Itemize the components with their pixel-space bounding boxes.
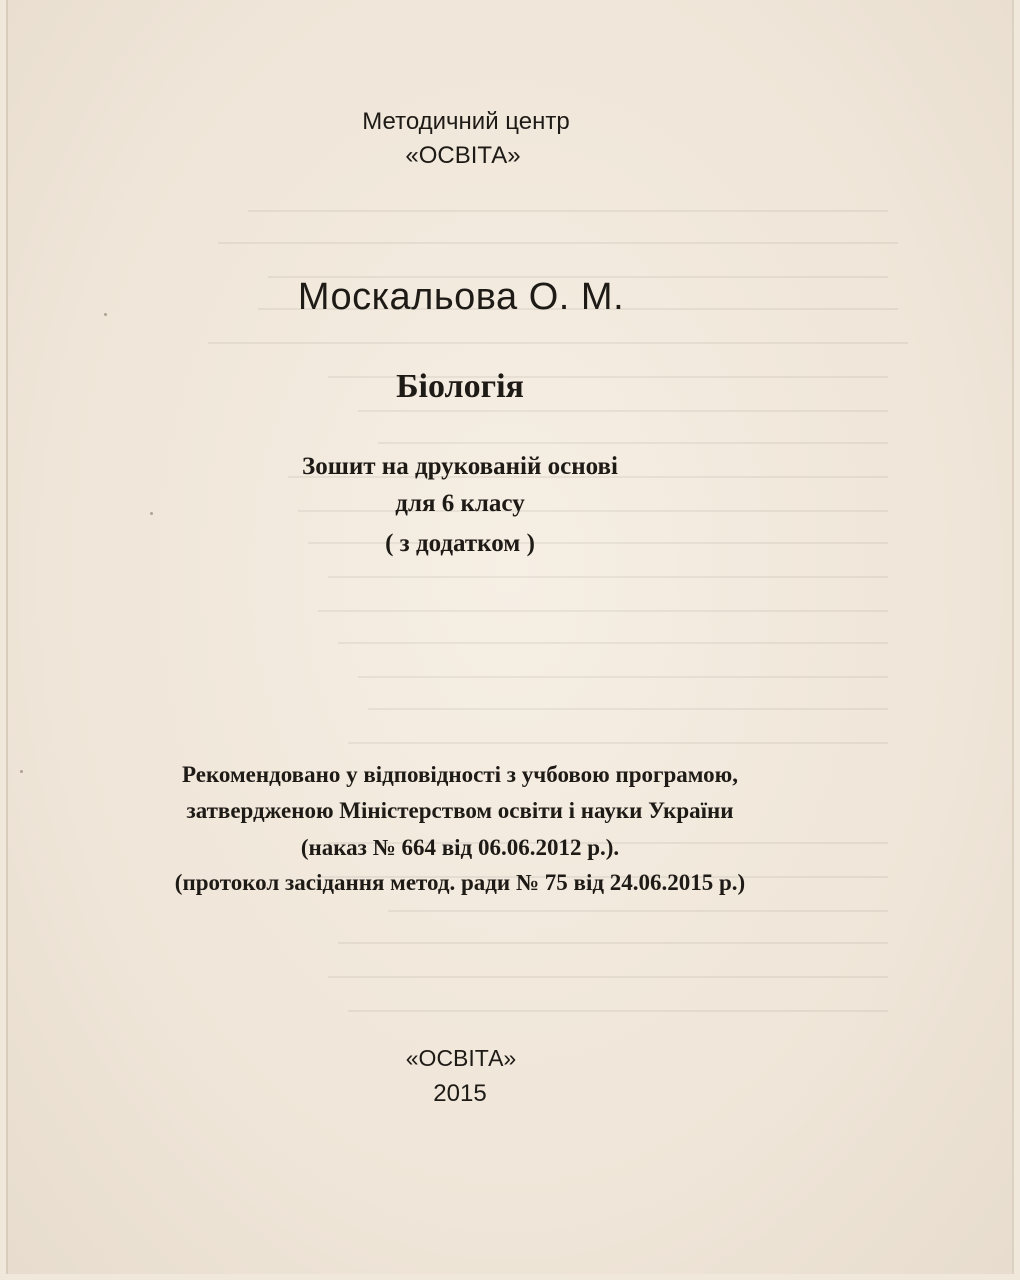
subtitle-line-3: ( з додатком ) xyxy=(385,530,535,557)
imprint-year: 2015 xyxy=(433,1080,487,1107)
title-page xyxy=(6,0,1014,1274)
publisher-name: «ОСВІТА» xyxy=(405,142,521,169)
show-through-background xyxy=(208,80,1020,1060)
recommendation-line-1: Рекомендовано у відповідності з учбовою програмою, xyxy=(182,762,738,787)
imprint-publisher: «ОСВІТА» xyxy=(405,1045,517,1071)
recommendation-protocol: (протокол засідання метод. ради № 75 від 24.06.2015 р.) xyxy=(174,870,746,895)
author-name: Москальова О. М. xyxy=(297,276,625,318)
subtitle-line-2: для 6 класу xyxy=(395,490,525,517)
recommendation-order: (наказ № 664 від 06.06.2012 р.). xyxy=(300,835,620,860)
publisher-center-name: Методичний центр xyxy=(362,108,570,135)
subtitle-line-1: Зошит на друкованій основі xyxy=(302,453,618,480)
book-title: Біологія xyxy=(396,368,524,405)
recommendation-line-2: затвердженою Міністерством освіти і науки України xyxy=(186,798,734,823)
